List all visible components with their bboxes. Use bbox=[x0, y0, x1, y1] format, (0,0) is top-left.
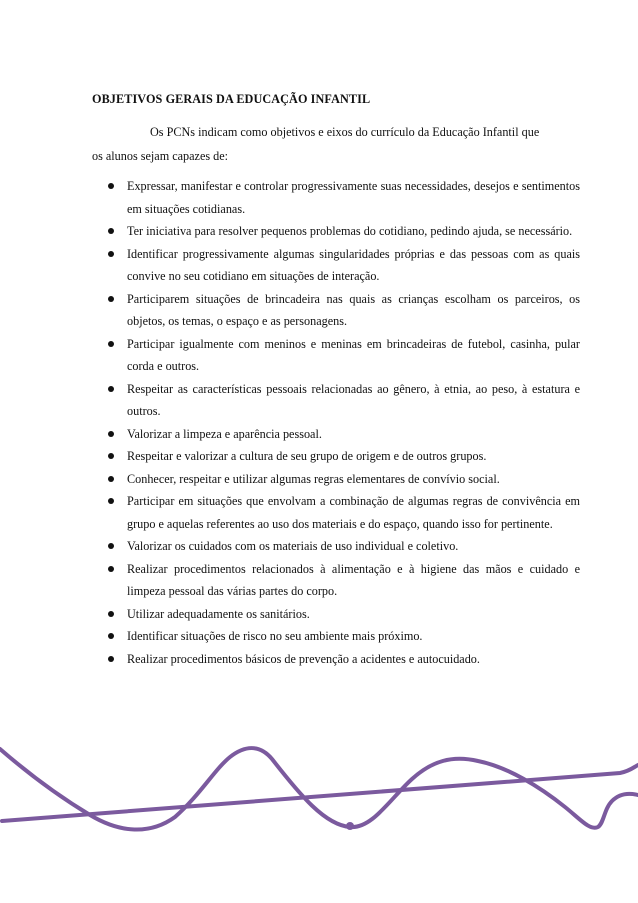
list-item-text: Valorizar os cuidados com os materiais de uso individual e coletivo. bbox=[127, 539, 459, 553]
intro-paragraph-continuation: os alunos sejam capazes de: bbox=[92, 149, 229, 163]
bullet-icon bbox=[108, 386, 114, 392]
intro-paragraph: Os PCNs indicam como objetivos e eixos do currículo da Educação Infantil que bbox=[150, 125, 540, 139]
list-item bbox=[108, 243, 580, 288]
list-item-text: Identificar progressivamente algumas singularidades próprias e das pessoas com as quais convive no seu cotidiano em situações de interação. bbox=[127, 246, 580, 283]
list-item-text: Expressar, manifestar e controlar progressivamente suas necessidades, desejos e sentimentos em situações cotidianas. bbox=[127, 179, 580, 216]
list-item-text: Identificar situações de risco no seu ambiente mais próximo. bbox=[127, 629, 423, 643]
wave-curve bbox=[0, 748, 638, 829]
list-item bbox=[108, 333, 580, 378]
bullet-icon bbox=[108, 431, 114, 437]
list-item bbox=[108, 175, 580, 220]
bullet-icon bbox=[108, 543, 114, 549]
list-item bbox=[108, 490, 580, 535]
bullet-icon bbox=[108, 183, 114, 189]
list-item-text: Respeitar as características pessoais relacionadas ao gênero, à etnia, ao peso, à estatura e outros. bbox=[127, 381, 580, 418]
list-item-text: Respeitar e valorizar a cultura de seu grupo de origem e de outros grupos. bbox=[127, 449, 487, 463]
bullet-icon bbox=[108, 296, 114, 302]
bullet-icon bbox=[108, 476, 114, 482]
list-item bbox=[108, 535, 580, 558]
bullet-icon bbox=[108, 341, 114, 347]
list-item-text: Realizar procedimentos relacionados à alimentação e à higiene das mãos e cuidado e limpeza pessoal das várias partes do corpo. bbox=[127, 561, 580, 598]
bullet-icon bbox=[108, 453, 114, 459]
list-item-text: Participar em situações que envolvam a combinação de algumas regras de convivência em grupo e aquelas referentes ao uso dos materiais e do espaço, quando isso for pertinente. bbox=[127, 494, 580, 531]
list-item-text: Participarem situações de brincadeira nas quais as crianças escolham os parceiros, os objetos, os temas, o espaço e as personagens. bbox=[127, 291, 580, 328]
bullet-icon bbox=[108, 611, 114, 617]
decorative-wave bbox=[0, 735, 638, 845]
bullet-icon bbox=[108, 251, 114, 257]
bullet-icon bbox=[108, 656, 114, 662]
list-item-text: Conhecer, respeitar e utilizar algumas regras elementares de convívio social. bbox=[127, 471, 500, 486]
list-item bbox=[108, 468, 580, 491]
list-item-text: Valorizar a limpeza e aparência pessoal. bbox=[127, 426, 322, 441]
bullet-icon bbox=[108, 633, 114, 639]
list-item bbox=[108, 558, 580, 603]
list-item bbox=[108, 220, 580, 243]
list-item bbox=[108, 648, 580, 671]
list-item bbox=[108, 378, 580, 423]
list-item bbox=[108, 603, 580, 626]
list-item-text: Realizar procedimentos básicos de prevenção a acidentes e autocuidado. bbox=[127, 651, 480, 666]
list-item-text: Participar igualmente com meninos e meninas em brincadeiras de futebol, casinha, pular corda e outros. bbox=[127, 336, 580, 373]
bullet-icon bbox=[108, 566, 114, 572]
list-item bbox=[108, 288, 580, 333]
bullet-icon bbox=[108, 228, 114, 234]
list-item bbox=[108, 445, 580, 468]
list-item bbox=[108, 625, 580, 648]
list-item bbox=[108, 423, 580, 446]
objectives-list bbox=[108, 175, 580, 670]
bullet-icon bbox=[108, 498, 114, 504]
page-title: OBJETIVOS GERAIS DA EDUCAÇÃO INFANTIL bbox=[92, 92, 371, 106]
list-item-text: Ter iniciativa para resolver pequenos problemas do cotidiano, pedindo ajuda, se necessário. bbox=[127, 224, 573, 238]
list-item-text: Utilizar adequadamente os sanitários. bbox=[127, 606, 310, 621]
wave-dot bbox=[346, 822, 354, 830]
